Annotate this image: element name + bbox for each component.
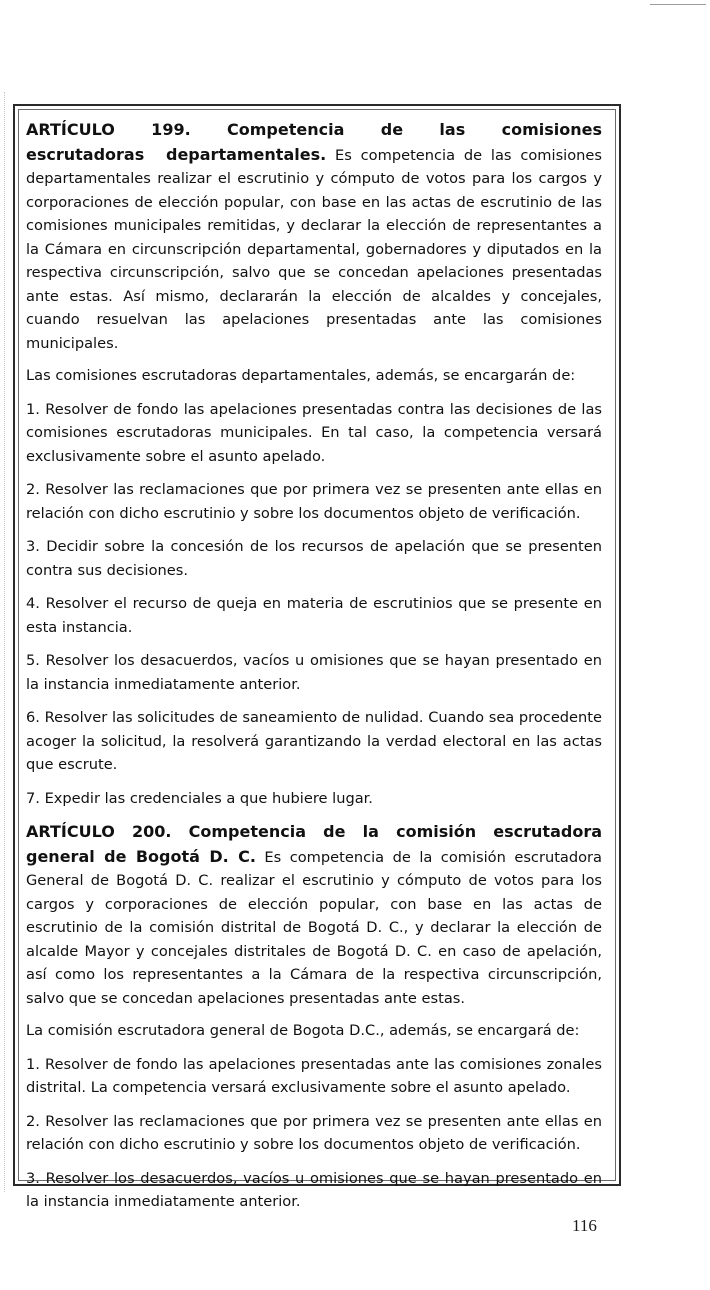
document-body	[26, 118, 602, 1224]
article-199-item-5: 5. Resolver los desacuerdos, vacíos u omisiones que se hayan presentado en la instancia inmediatamente anterior.	[26, 652, 602, 693]
article-199-item-7: 7. Expedir las credenciales a que hubiere lugar.	[26, 789, 373, 807]
page-number: 116	[572, 1216, 597, 1235]
article-200-item-1: 1. Resolver de fondo las apelaciones presentadas ante las comisiones zonales distrital. La competencia versará exclusivamente sobre el asunto apelado.	[26, 1055, 602, 1096]
article-200-heading: ARTÍCULO 200. Competencia de la comisión escrutadora general de Bogotá D. C.	[26, 822, 602, 866]
article-200-item-2: 2. Resolver las reclamaciones que por primera vez se presenten ante ellas en relación con dicho escrutinio y sobre los documentos objeto de verificación.	[26, 1112, 602, 1153]
article-199-item-2: 2. Resolver las reclamaciones que por primera vez se presenten ante ellas en relación con dicho escrutinio y sobre los documentos objeto de verificación.	[26, 481, 602, 522]
article-199-heading: ARTÍCULO 199. Competencia de las comisiones escrutadoras departamentales.	[26, 120, 602, 164]
scan-edge-line	[650, 4, 706, 5]
article-200-intro: La comisión escrutadora general de Bogota D.C., además, se encargará de:	[26, 1022, 580, 1039]
article-199-item-3: 3. Decidir sobre la concesión de los recursos de apelación que se presenten contra sus decisiones.	[26, 538, 602, 579]
article-199-item-6: 6. Resolver las solicitudes de saneamiento de nulidad. Cuando sea procedente acoger la solicitud, la resolverá garantizando la verdad electoral en las actas que escrute.	[26, 709, 602, 773]
article-199-item-4: 4. Resolver el recurso de queja en materia de escrutinios que se presente en esta instancia.	[26, 595, 602, 636]
article-200-item-3: 3. Resolver los desacuerdos, vacíos u omisiones que se hayan presentado en la instancia inmediatamente anterior.	[26, 1169, 602, 1210]
article-200-body: Es competencia de la comisión escrutadora General de Bogotá D. C. realizar el escrutinio y cómputo de votos para los cargos y corporaciones de elección popular, con base en las actas de escrutinio de la comisión distrital de Bogotá D. C., y declarar la elección de alcalde Mayor y concejales distritales de Bogotá D. C. en caso de apelación, así como los representantes a la Cámara de la respectiva circunscripción, salvo que se concedan apelaciones presentadas ante estas.	[26, 848, 602, 1007]
article-200	[26, 820, 602, 1010]
article-199	[26, 118, 602, 355]
article-199-intro: Las comisiones escrutadoras departamentales, además, se encargarán de:	[26, 367, 576, 384]
scan-edge-dots	[4, 92, 5, 1192]
article-199-body: Es competencia de las comisiones departamentales realizar el escrutinio y cómputo de votos para los cargos y corporaciones de elección popular, con base en las actas de escrutinio de las comisiones municipales remitidas, y declarar la elección de representantes a la Cámara en circunscripción departamental, gobernadores y diputados en la respectiva circunscripción, salvo que se concedan apelaciones presentadas ante estas. Así mismo, declararán la elección de alcaldes y concejales, cuando resuelvan las apelaciones presentadas ante las comisiones municipales.	[26, 146, 602, 352]
article-199-item-1: 1. Resolver de fondo las apelaciones presentadas contra las decisiones de las comisiones escrutadoras municipales. En tal caso, la competencia versará exclusivamente sobre el asunto apelado.	[26, 400, 602, 465]
